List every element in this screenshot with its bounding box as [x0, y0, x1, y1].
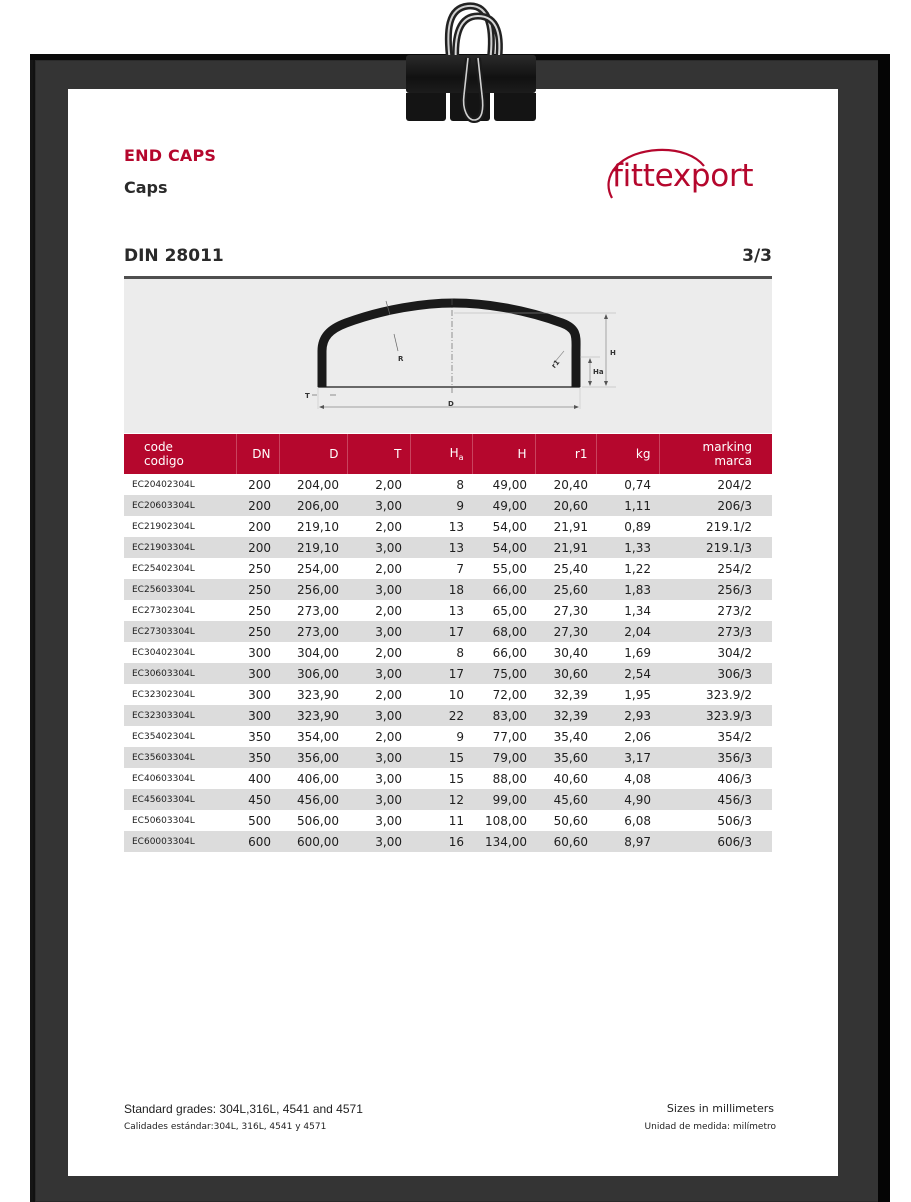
cell-t: 2,00 [375, 519, 402, 534]
cell-dn: 200 [248, 477, 271, 492]
table-row [124, 558, 772, 579]
cell-d: 304,00 [297, 645, 339, 660]
cell-r1: 35,40 [553, 729, 588, 744]
cell-ha: 13 [448, 603, 464, 618]
cell-h: 77,00 [492, 729, 527, 744]
cell-dn: 300 [248, 645, 271, 660]
cell-ha: 15 [448, 771, 464, 786]
technical-drawing [124, 279, 772, 433]
grades-english: Standard grades: 304L,316L, 4541 and 4571 [124, 1102, 363, 1116]
cell-t: 2,00 [375, 687, 402, 702]
svg-text:Ha: Ha [593, 368, 604, 376]
cell-marking: 219.1/3 [659, 537, 772, 558]
col-ha: $H_a$ [410, 434, 472, 474]
cell-dn: 250 [248, 603, 271, 618]
cell-marking: 256/3 [659, 579, 772, 600]
cell-ha: 11 [448, 813, 464, 828]
cell-h: 83,00 [472, 705, 535, 726]
cell-d: 323,90 [297, 687, 339, 702]
cell-kg: 1,22 [624, 561, 651, 576]
col-dn: DN [236, 434, 279, 474]
table-row [124, 495, 772, 516]
cell-d: 600,00 [279, 831, 347, 852]
cell-kg: 2,93 [596, 705, 659, 726]
cell-ha: 13 [448, 519, 464, 534]
table-row [124, 789, 772, 810]
cell-kg: 8,97 [596, 831, 659, 852]
brand-name: fittexport [612, 158, 754, 194]
cell-h: 134,00 [472, 831, 535, 852]
cell-code: EC40603304L [132, 773, 195, 784]
cell-t: 3,00 [347, 495, 410, 516]
dimensions-table [124, 434, 772, 852]
cell-code: EC25402304L [132, 563, 195, 574]
cell-code: EC32303304L [124, 705, 236, 726]
cell-dn: 400 [248, 771, 271, 786]
cell-t: 3,00 [347, 537, 410, 558]
cell-t: 3,00 [347, 831, 410, 852]
cell-h: 54,00 [472, 537, 535, 558]
cell-t: 3,00 [347, 621, 410, 642]
cell-t: 3,00 [375, 813, 402, 828]
end-cap-section-icon [124, 279, 772, 433]
cell-dn: 600 [236, 831, 279, 852]
cell-d: 306,00 [279, 663, 347, 684]
cell-dn: 350 [236, 747, 279, 768]
table-row [124, 768, 772, 789]
units-spanish: Unidad de medida: milímetro [644, 1122, 776, 1132]
cell-dn: 350 [248, 729, 271, 744]
cell-code: EC20603304L [124, 495, 236, 516]
table-header-row [124, 434, 772, 474]
cell-marking: 323.9/3 [659, 705, 772, 726]
cell-ha: 15 [410, 747, 472, 768]
cell-marking: 219.1/2 [705, 519, 752, 534]
cell-marking: 606/3 [659, 831, 772, 852]
cell-r1: 25,40 [553, 561, 588, 576]
cell-ha: 7 [456, 561, 464, 576]
cell-t: 2,00 [375, 603, 402, 618]
cell-ha: 16 [410, 831, 472, 852]
cell-ha: 13 [410, 537, 472, 558]
cell-h: 99,00 [472, 789, 535, 810]
cell-t: 2,00 [375, 729, 402, 744]
cell-r1: 40,60 [553, 771, 588, 786]
cell-code: EC27302304L [132, 605, 195, 616]
cell-h: 72,00 [492, 687, 527, 702]
cell-h: 54,00 [492, 519, 527, 534]
cell-ha: 9 [410, 495, 472, 516]
cell-d: 456,00 [279, 789, 347, 810]
col-code: code codigo [124, 434, 236, 474]
col-r1: r1 [535, 434, 596, 474]
cell-h: 65,00 [492, 603, 527, 618]
cell-kg: 1,11 [596, 495, 659, 516]
cell-d: 254,00 [297, 561, 339, 576]
cell-ha: 17 [410, 621, 472, 642]
cell-code: EC30603304L [124, 663, 236, 684]
cell-r1: 27,30 [553, 603, 588, 618]
cell-kg: 1,69 [624, 645, 651, 660]
cell-marking: 273/2 [717, 603, 752, 618]
cell-code: EC27303304L [124, 621, 236, 642]
cell-d: 219,10 [297, 519, 339, 534]
cell-h: 68,00 [472, 621, 535, 642]
cell-code: EC30402304L [132, 647, 195, 658]
cell-r1: 50,60 [553, 813, 588, 828]
table-row [124, 684, 772, 705]
svg-text:D: D [448, 400, 454, 408]
cell-dn: 500 [248, 813, 271, 828]
cell-kg: 2,04 [596, 621, 659, 642]
cell-kg: 6,08 [624, 813, 651, 828]
cell-dn: 200 [236, 495, 279, 516]
cell-t: 3,00 [375, 771, 402, 786]
cell-kg: 4,08 [624, 771, 651, 786]
cell-r1: 20,40 [553, 477, 588, 492]
svg-text:r1: r1 [549, 358, 562, 370]
cell-marking: 206/3 [659, 495, 772, 516]
table-row [124, 600, 772, 621]
cell-t: 2,00 [375, 561, 402, 576]
cell-kg: 2,54 [596, 663, 659, 684]
cell-code: EC35603304L [124, 747, 236, 768]
cell-h: 108,00 [485, 813, 527, 828]
grades-spanish: Calidades estándar:304L, 316L, 4541 y 4571 [124, 1122, 327, 1132]
brand-logo [600, 146, 780, 206]
cell-ha: 10 [448, 687, 464, 702]
clipboard-right-edge [878, 60, 890, 1202]
cell-marking: 506/3 [717, 813, 752, 828]
cell-r1: 27,30 [535, 621, 596, 642]
table-row [124, 831, 772, 852]
standard-label: DIN 28011 [124, 246, 224, 266]
cell-ha: 8 [456, 645, 464, 660]
table-body [124, 474, 772, 852]
cell-kg: 4,90 [596, 789, 659, 810]
table-row [124, 663, 772, 684]
cell-kg: 0,89 [624, 519, 651, 534]
cell-h: 49,00 [472, 495, 535, 516]
cell-r1: 32,39 [535, 705, 596, 726]
cell-t: 3,00 [347, 747, 410, 768]
cell-code: EC50603304L [132, 815, 195, 826]
cell-d: 273,00 [297, 603, 339, 618]
cell-code: EC21902304L [132, 521, 195, 532]
cell-h: 79,00 [472, 747, 535, 768]
cell-ha: 18 [410, 579, 472, 600]
cell-dn: 200 [236, 537, 279, 558]
cell-dn: 250 [236, 621, 279, 642]
cell-d: 356,00 [279, 747, 347, 768]
cell-kg: 1,34 [624, 603, 651, 618]
cell-ha: 8 [456, 477, 464, 492]
cell-d: 206,00 [279, 495, 347, 516]
svg-text:H: H [610, 349, 616, 357]
cell-dn: 450 [236, 789, 279, 810]
page-indicator: 3/3 [742, 246, 772, 266]
cell-r1: 45,60 [535, 789, 596, 810]
cell-code: EC21903304L [124, 537, 236, 558]
cell-h: 66,00 [492, 645, 527, 660]
cell-d: 406,00 [297, 771, 339, 786]
svg-text:T: T [305, 392, 310, 400]
table-row [124, 642, 772, 663]
cell-marking: 356/3 [659, 747, 772, 768]
table-row [124, 537, 772, 558]
cell-d: 506,00 [297, 813, 339, 828]
cell-h: 88,00 [492, 771, 527, 786]
cell-d: 219,10 [279, 537, 347, 558]
cell-t: 2,00 [375, 645, 402, 660]
cell-marking: 456/3 [659, 789, 772, 810]
cell-dn: 300 [236, 705, 279, 726]
cell-t: 3,00 [347, 579, 410, 600]
cell-ha: 9 [456, 729, 464, 744]
units-english: Sizes in millimeters [666, 1102, 774, 1115]
cell-d: 273,00 [279, 621, 347, 642]
cell-d: 256,00 [279, 579, 347, 600]
cell-r1: 25,60 [535, 579, 596, 600]
binder-clip-icon [398, 0, 544, 125]
table-row [124, 579, 772, 600]
cell-t: 3,00 [347, 705, 410, 726]
cell-code: EC20402304L [132, 479, 195, 490]
cell-r1: 21,91 [535, 537, 596, 558]
cell-code: EC35402304L [132, 731, 195, 742]
cell-kg: 2,06 [624, 729, 651, 744]
col-marking: marking marca [659, 434, 772, 474]
col-kg: kg [596, 434, 659, 474]
cell-r1: 35,60 [535, 747, 596, 768]
cell-kg: 1,33 [596, 537, 659, 558]
cell-marking: 304/2 [717, 645, 752, 660]
cell-dn: 250 [236, 579, 279, 600]
cell-kg: 0,74 [624, 477, 651, 492]
col-d: D [279, 434, 347, 474]
cell-r1: 20,60 [535, 495, 596, 516]
cell-marking: 306/3 [659, 663, 772, 684]
cell-ha: 22 [410, 705, 472, 726]
cell-d: 323,90 [279, 705, 347, 726]
cell-marking: 354/2 [717, 729, 752, 744]
col-t: T [347, 434, 410, 474]
cell-kg: 3,17 [596, 747, 659, 768]
cell-marking: 254/2 [717, 561, 752, 576]
cell-r1: 30,60 [535, 663, 596, 684]
cell-d: 354,00 [297, 729, 339, 744]
cell-code: EC25603304L [124, 579, 236, 600]
table-row [124, 705, 772, 726]
cell-t: 2,00 [375, 477, 402, 492]
table-row [124, 747, 772, 768]
cell-ha: 17 [410, 663, 472, 684]
cell-d: 204,00 [297, 477, 339, 492]
cell-dn: 300 [248, 687, 271, 702]
cell-ha: 12 [410, 789, 472, 810]
cell-r1: 30,40 [553, 645, 588, 660]
cell-t: 3,00 [347, 789, 410, 810]
table-row [124, 621, 772, 642]
cell-code: EC45603304L [124, 789, 236, 810]
table-row [124, 726, 772, 747]
table-row [124, 474, 772, 495]
cell-h: 49,00 [492, 477, 527, 492]
col-h: H [472, 434, 535, 474]
cell-marking: 204/2 [717, 477, 752, 492]
cell-kg: 1,83 [596, 579, 659, 600]
cell-h: 75,00 [472, 663, 535, 684]
cell-h: 55,00 [492, 561, 527, 576]
cell-marking: 273/3 [659, 621, 772, 642]
section-title: END CAPS [124, 146, 217, 165]
table-row [124, 516, 772, 537]
cell-marking: 323.9/2 [705, 687, 752, 702]
cell-kg: 1,95 [624, 687, 651, 702]
cell-r1: 21,91 [553, 519, 588, 534]
cell-marking: 406/3 [717, 771, 752, 786]
cell-t: 3,00 [347, 663, 410, 684]
cell-r1: 32,39 [553, 687, 588, 702]
table-row [124, 810, 772, 831]
cell-r1: 60,60 [535, 831, 596, 852]
cell-code: EC60003304L [124, 831, 236, 852]
cell-dn: 300 [236, 663, 279, 684]
cell-dn: 250 [248, 561, 271, 576]
cell-code: EC32302304L [132, 689, 195, 700]
cell-dn: 200 [248, 519, 271, 534]
cell-h: 66,00 [472, 579, 535, 600]
section-subtitle: Caps [124, 178, 168, 197]
svg-text:R: R [398, 355, 404, 363]
